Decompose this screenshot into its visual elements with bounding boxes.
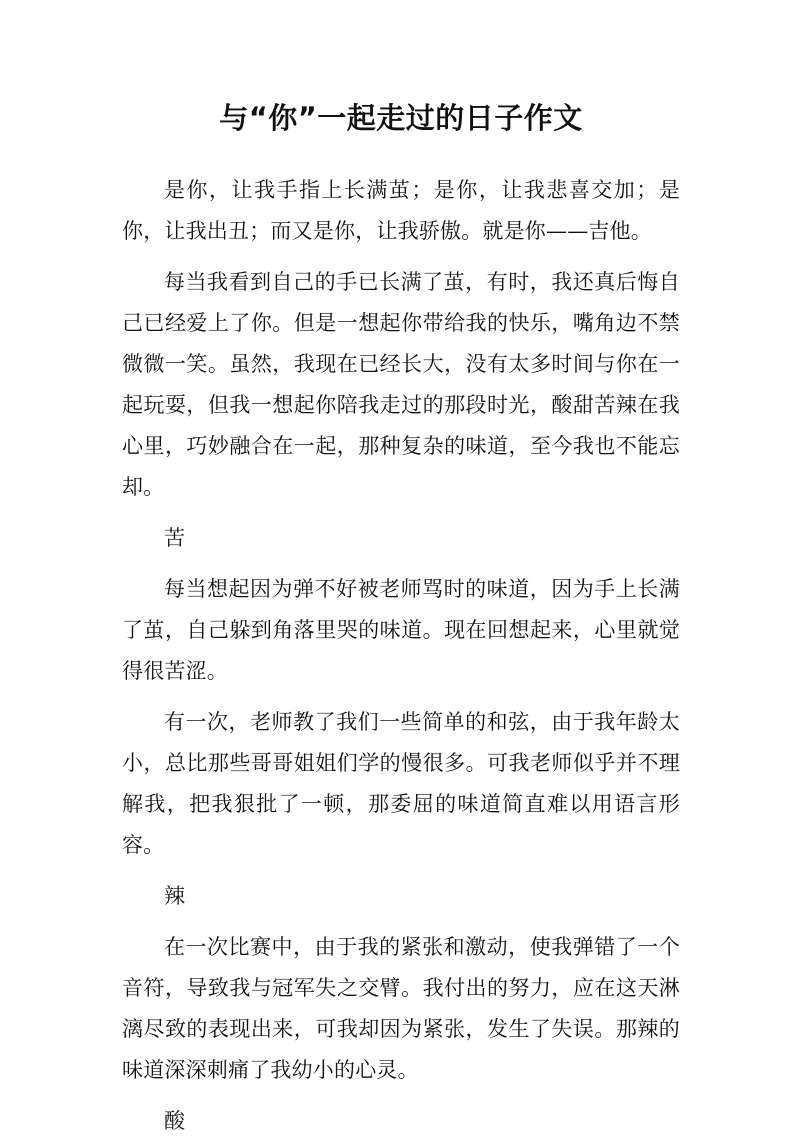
document-title: 与“你”一起走过的日子作文 [219, 101, 583, 135]
paragraph-bitter-2: 有一次，老师教了我们一些简单的和弦，由于我年龄太小，总比那些哥哥姐姐们学的慢很多。可我老师似乎并不理解我，把我狠批了一顿，那委屈的味道简直难以用语言形容。 [122, 710, 680, 857]
paragraph-spicy: 在一次比赛中，由于我的紧张和激动，使我弹错了一个音符，导致我与冠军失之交臂。我付出的努力，应在这天淋漓尽致的表现出来，可我却因为紧张，发生了失误。那辣的味道深深刺痛了我幼小的心灵。 [122, 935, 680, 1082]
section-heading-spicy: 辣 [164, 884, 186, 908]
paragraph-bitter-1: 每当想起因为弹不好被老师骂时的味道，因为手上长满了茧，自己躲到角落里哭的味道。现在回想起来，心里就觉得很苦涩。 [122, 577, 680, 683]
paragraph-reflection: 每当我看到自己的手已长满了茧，有时，我还真后悔自己已经爱上了你。但是一想起你带给我的快乐，嘴角边不禁微微一笑。虽然，我现在已经长大，没有太多时间与你在一起玩耍，但我一想起你陪我走过的那段时光，酸甜苦辣在我心里，巧妙融合在一起，那种复杂的味道，至今我也不能忘却。 [122, 270, 680, 499]
section-heading-bitter: 苦 [164, 526, 186, 550]
paragraph-intro: 是你，让我手指上长满茧；是你，让我悲喜交加；是你，让我出丑；而又是你，让我骄傲。就是你——吉他。 [122, 178, 680, 243]
section-heading-sour: 酸 [164, 1109, 186, 1133]
